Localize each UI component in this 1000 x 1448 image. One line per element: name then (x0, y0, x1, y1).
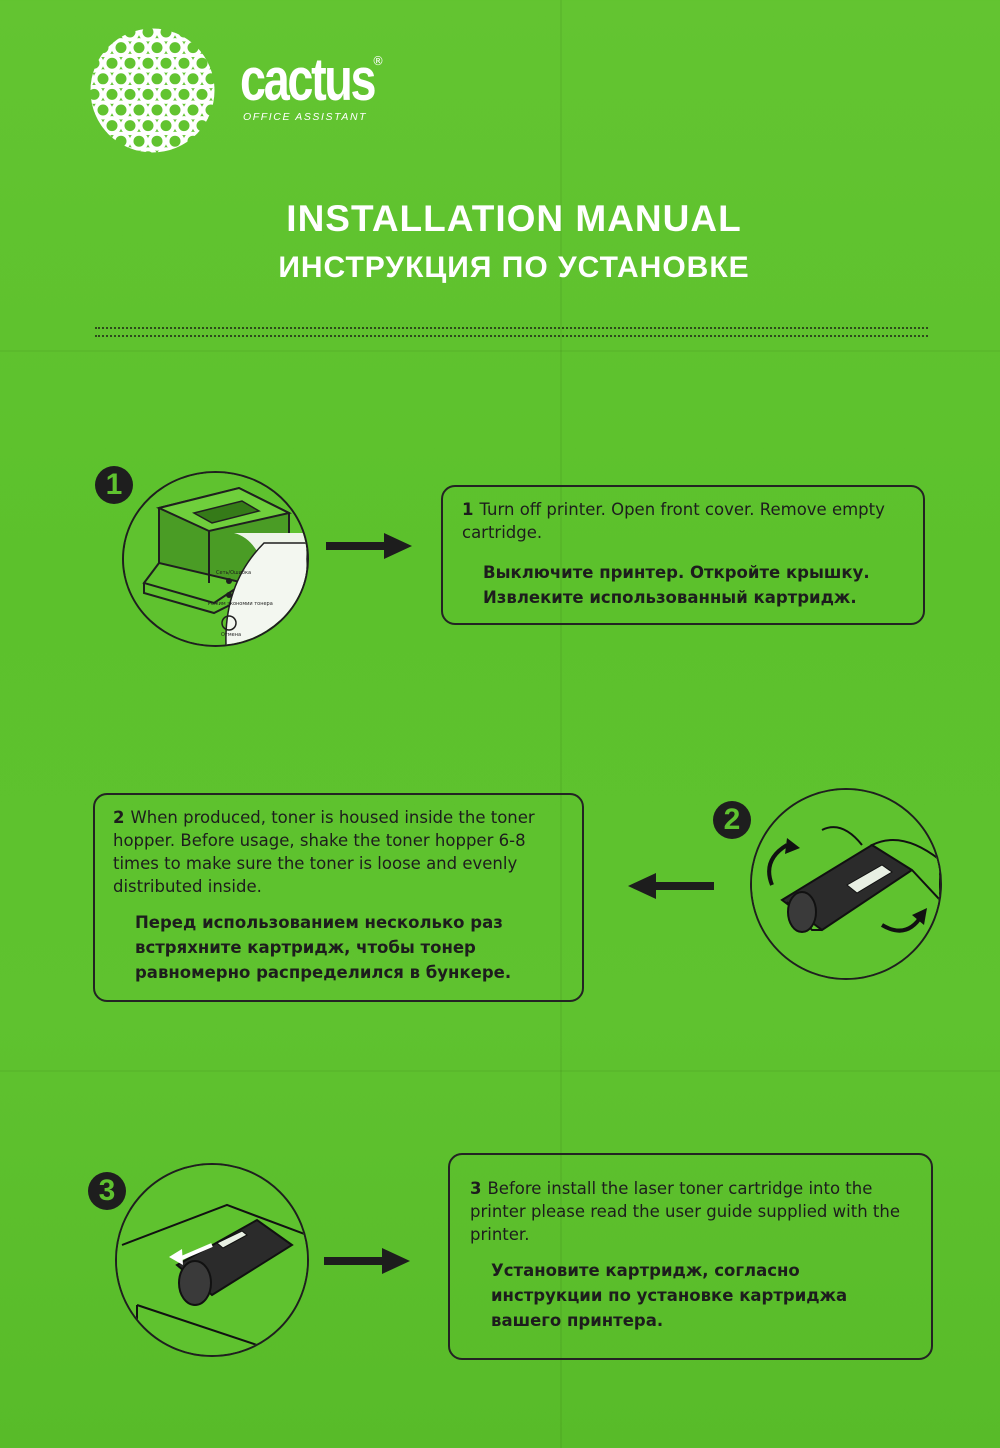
logo-cell (114, 134, 129, 149)
logo-cell (132, 134, 147, 149)
logo-cell (195, 87, 210, 102)
step-1-text-en: 1 Turn off printer. Open front cover. Remove empty cartridge. (462, 500, 885, 542)
logo-cell (168, 103, 183, 118)
step-3-illustration (115, 1163, 309, 1357)
logo-cell (213, 87, 216, 102)
logo-cell (159, 87, 174, 102)
logo-cell (159, 118, 174, 133)
logo-cell (177, 149, 192, 153)
logo-cell (159, 149, 174, 153)
arrow-left-icon (628, 873, 714, 899)
logo-cell (213, 118, 216, 133)
logo-cell (132, 40, 147, 55)
logo-cell (168, 40, 183, 55)
step-number: 2 (113, 808, 125, 827)
step-3-text-ru: Установите картридж, согласно инструкции по установке картриджа вашего принтера. (491, 1261, 848, 1330)
logo-cell (168, 134, 183, 149)
logo-cell (186, 103, 201, 118)
logo-cell (90, 134, 93, 149)
logo-cell (177, 56, 192, 71)
step-number: 1 (462, 500, 474, 519)
logo-cell (90, 28, 102, 40)
logo-cell (204, 71, 216, 86)
logo-cell (132, 103, 147, 118)
logo-cell (105, 28, 120, 40)
logo-cell (90, 118, 102, 133)
logo-cell (90, 103, 93, 118)
logo-cell (186, 71, 201, 86)
step-2-illustration (750, 788, 942, 980)
fold-line-horizontal (0, 1070, 1000, 1072)
step-1-text-ru: Выключите принтер. Откройте крышку. Извлеките использованный картридж. (483, 563, 870, 607)
step-number: 3 (470, 1179, 482, 1198)
logo-cell (150, 103, 165, 118)
fold-line-horizontal (0, 350, 1000, 352)
logo-cell (123, 118, 138, 133)
logo-cell (213, 28, 216, 40)
logo-cell (213, 56, 216, 71)
arrow-right-icon (326, 533, 412, 559)
logo-cell (96, 40, 111, 55)
step-2-text-en: 2 When produced, toner is housed inside the toner hopper. Before usage, shake the toner hopper 6-8 times to make sure the toner is loose and evenly distributed inside. (113, 808, 535, 896)
logo-cell (141, 118, 156, 133)
logo-cell (123, 149, 138, 153)
logo-cell (177, 87, 192, 102)
logo-cell (186, 40, 201, 55)
logo-cell (132, 71, 147, 86)
logo-cell (186, 134, 201, 149)
step-2-text-ru: Перед использованием несколько раз встряхните картридж, чтобы тонер равномерно распределился в бункере. (135, 913, 512, 982)
logo-cell (90, 87, 102, 102)
brand-name: cactus (240, 46, 375, 113)
logo-cell (141, 28, 156, 40)
logo-cell (90, 149, 102, 153)
logo-cell (204, 103, 216, 118)
logo-cell (150, 40, 165, 55)
logo-cell (123, 28, 138, 40)
logo-cell (90, 56, 102, 71)
logo-cell (204, 134, 216, 149)
logo-cell (123, 56, 138, 71)
logo-cell (90, 40, 93, 55)
logo-cell (177, 28, 192, 40)
logo-cell (150, 134, 165, 149)
logo-cell (105, 56, 120, 71)
page-title: INSTALLATION MANUAL (286, 198, 742, 239)
logo-cell (90, 71, 93, 86)
step-number-badge: 2 (713, 801, 751, 839)
logo-cell (96, 103, 111, 118)
logo-cell (96, 134, 111, 149)
logo-cell (159, 28, 174, 40)
step-3-text-en: 3 Before install the laser toner cartridge into the printer please read the user guide supplied with the printer. (470, 1179, 900, 1244)
logo-cell (105, 87, 120, 102)
logo-cell (195, 56, 210, 71)
divider (95, 335, 928, 337)
panel-label: Сеть/Ошибка (216, 570, 252, 576)
logo-cell (168, 71, 183, 86)
brand-tagline: OFFICE ASSISTANT (243, 111, 368, 123)
logo-cell (195, 118, 210, 133)
logo-cell (96, 71, 111, 86)
printer-icon (124, 473, 307, 645)
logo-cell (141, 56, 156, 71)
logo-cell (123, 87, 138, 102)
logo-cell (195, 149, 210, 153)
cactus-logo-icon (90, 28, 215, 153)
logo-cell (114, 103, 129, 118)
logo-cell (141, 149, 156, 153)
logo-cell (150, 71, 165, 86)
logo-cell (141, 87, 156, 102)
logo-cell (105, 118, 120, 133)
step-1-illustration (122, 471, 309, 647)
logo-cell (204, 40, 216, 55)
shake-cartridge-icon (752, 790, 940, 978)
page-subtitle: ИНСТРУКЦИЯ ПО УСТАНОВКЕ (278, 251, 750, 284)
divider (95, 327, 928, 329)
logo-cell (195, 28, 210, 40)
step-number-badge: 1 (95, 466, 133, 504)
logo-cell (213, 149, 216, 153)
arrow-right-icon (324, 1248, 410, 1274)
panel-label: Отмена (221, 632, 242, 638)
install-cartridge-icon (117, 1165, 307, 1355)
logo-cell (105, 149, 120, 153)
logo-cell (114, 40, 129, 55)
logo-cell (114, 71, 129, 86)
logo-cell (159, 56, 174, 71)
panel-label: Режим экономии тонера (208, 601, 273, 607)
logo-cell (177, 118, 192, 133)
step-number-badge: 3 (88, 1172, 126, 1210)
registered-mark: ® (372, 54, 384, 68)
